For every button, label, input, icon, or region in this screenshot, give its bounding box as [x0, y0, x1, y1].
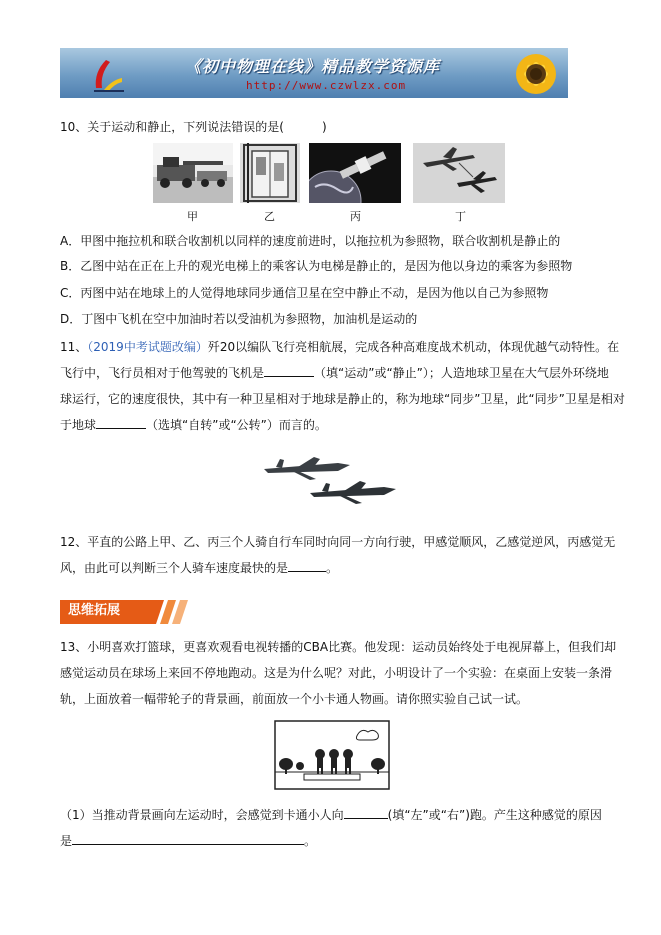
q11-line2: 飞行中，飞行员相对于他驾驶的飞机是 （填“运动”或“静止”）；人造地球卫星在大气层外环绕地	[60, 366, 609, 380]
q12-line1: 12、平直的公路上甲、乙、丙三个人骑自行车同时向同一方向行驶，甲感觉顺风，乙感觉逆风，丙感觉无	[60, 535, 616, 549]
q10-option-a: A．甲图中拖拉机和联合收割机以同样的速度前进时，以拖拉机为参照物，联合收割机是静止的	[60, 234, 561, 248]
banner-url: http://www.czwlzx.com	[246, 79, 407, 92]
q11-source-tag: （2019中考试题改编）	[87, 340, 208, 354]
header-banner	[60, 48, 568, 98]
q10-caption-jia: 甲	[187, 210, 198, 223]
q10-option-d: D．丁图中飞机在空中加油时若以受油机为参照物，加油机是运动的	[60, 312, 418, 326]
q11-line4: 于地球 （选填“自转”或“公转”）而言的。	[60, 418, 327, 432]
q10-stem: 10、关于运动和静止，下列说法错误的是( )	[60, 120, 327, 134]
q10-figure-satellite	[309, 143, 401, 203]
q10-caption-bing: 丙	[350, 210, 361, 223]
q11-line1: 11、（2019中考试题改编）歼20以编队飞行亮相航展，完成各种高难度战术机动，体现优越气动特性。在	[60, 340, 620, 354]
site-logo-icon	[90, 54, 126, 94]
section-title: 思维拓展	[68, 603, 121, 618]
q10-figure-harvester	[153, 143, 233, 203]
q11-figure-jets	[258, 455, 400, 507]
q13-line3: 轨，上面放着一幅带轮子的背景画，前面放一个小卡通人物画。请你照实验自己试一试。	[60, 692, 529, 706]
q13-figure-cartoon	[274, 720, 390, 790]
q12-line2: 风，由此可以判断三个人骑车速度最快的是 。	[60, 561, 339, 575]
q13-blank-1[interactable]	[344, 808, 388, 819]
q12-blank[interactable]	[288, 561, 326, 572]
sunflower-icon	[504, 50, 564, 98]
q13-sub1-line2: 是 。	[60, 834, 317, 848]
q11-line3: 球运行，它的速度很快，其中有一种卫星相对于地球是静止的，称为地球“同步”卫星，此“同步”卫星是相对	[60, 392, 625, 406]
q11-blank-2[interactable]	[96, 418, 146, 429]
q10-caption-ding: 丁	[455, 210, 466, 223]
q10-option-b: B．乙图中站在正在上升的观光电梯上的乘客认为电梯是静止的，是因为他以身边的乘客为参照物	[60, 259, 573, 273]
q10-option-c: C．丙图中站在地球上的人觉得地球同步通信卫星在空中静止不动，是因为他以自己为参照物	[60, 286, 549, 300]
q10-caption-yi: 乙	[264, 210, 275, 223]
q13-blank-2[interactable]	[72, 834, 304, 845]
q11-blank-1[interactable]	[264, 366, 314, 377]
banner-title: 《初中物理在线》精品教学资源库	[185, 57, 441, 76]
q13-line2: 感觉运动员在球场上来回不停地跑动。这是为什么呢？对此，小明设计了一个实验：在桌面上安装一条滑	[60, 666, 613, 680]
q13-line1: 13、小明喜欢打篮球，更喜欢观看电视转播的CBA比赛。他发现：运动员始终处于电视屏幕上，但我们却	[60, 640, 617, 654]
q10-figure-refuel	[413, 143, 505, 203]
q13-sub1-line1: （1）当推动背景画向左运动时，会感觉到卡通小人向 (填“左”或“右”)跑。产生这种感觉的原因	[60, 808, 602, 822]
q10-figure-elevator	[240, 143, 300, 203]
